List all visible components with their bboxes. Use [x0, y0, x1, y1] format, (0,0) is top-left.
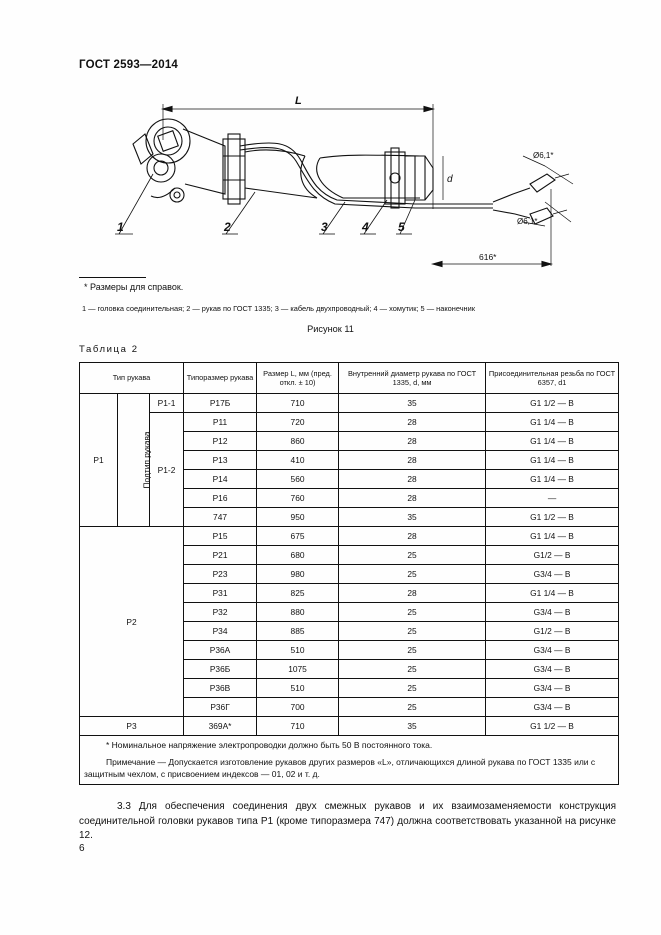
- cell-thread: G1 1/2 — B: [486, 394, 619, 413]
- cell-diam: 28: [339, 584, 486, 603]
- group-p1-2: Р1-2: [150, 413, 184, 527]
- group-p1-1: Р1-1: [150, 394, 184, 413]
- cell-L: 410: [257, 451, 339, 470]
- cell-size: Р21: [184, 546, 257, 565]
- callout-1: 1: [117, 220, 124, 234]
- section-3-3-paragraph: 3.3 Для обеспечения соединения двух смежных рукавов и их взаимозаменяемости конструкция соединительной головки рукавов типа Р1 (кроме типоразмера 747) должна соответствовать указанной на рисунке 12.: [79, 801, 616, 841]
- cell-thread: G3/4 — B: [486, 565, 619, 584]
- callout-3: 3: [321, 220, 328, 234]
- header-L: Размер L, мм (пред. откл. ± 10): [257, 363, 339, 394]
- document-header: ГОСТ 2593—2014: [79, 59, 179, 71]
- cell-L: 950: [257, 508, 339, 527]
- footnote-rule: [79, 277, 146, 278]
- table-notes: [80, 736, 619, 785]
- cell-L: 710: [257, 717, 339, 736]
- dim-phi-label-2: Ø6,1*: [517, 217, 538, 226]
- cell-diam: 28: [339, 413, 486, 432]
- cell-diam: 28: [339, 432, 486, 451]
- header-type: Тип рукава: [80, 363, 184, 394]
- cell-thread: G1 1/2 — B: [486, 508, 619, 527]
- cell-L: 880: [257, 603, 339, 622]
- cell-diam: 28: [339, 489, 486, 508]
- page-number: 6: [79, 843, 85, 854]
- cell-L: 675: [257, 527, 339, 546]
- table-row: [80, 527, 619, 546]
- cell-diam: 28: [339, 451, 486, 470]
- table-row: [80, 717, 619, 736]
- hose-sizes-table: [79, 362, 619, 785]
- dim-d-label: d: [447, 174, 453, 185]
- cell-size: Р36Б: [184, 660, 257, 679]
- cell-thread: G1 1/4 — B: [486, 451, 619, 470]
- header-thread: Присоединительная резьба по ГОСТ 6357, d1: [486, 363, 619, 394]
- cell-diam: 28: [339, 527, 486, 546]
- table-note-remark: Примечание — Допускается изготовление рукавов других размеров «L», отличающихся длиной рукава по ГОСТ 1335 или с защитным чехлом, с присвоением индексов — 01, 02 и т. д.: [84, 757, 596, 779]
- cell-size: Р14: [184, 470, 257, 489]
- cell-thread: G3/4 — B: [486, 660, 619, 679]
- header-diam: Внутренний диаметр рукава по ГОСТ 1335, d, мм: [339, 363, 486, 394]
- cell-size: 747: [184, 508, 257, 527]
- cell-size: Р23: [184, 565, 257, 584]
- figure-footnote: * Размеры для справок.: [84, 282, 184, 292]
- cell-thread: G3/4 — B: [486, 603, 619, 622]
- cell-diam: 28: [339, 470, 486, 489]
- cell-size: Р11: [184, 413, 257, 432]
- dim-phi-label-1: Ø6,1*: [533, 151, 554, 160]
- cell-size: Р32: [184, 603, 257, 622]
- header-size: Типоразмер рукава: [184, 363, 257, 394]
- table-caption: Таблица 2: [79, 344, 139, 355]
- cell-size: Р13: [184, 451, 257, 470]
- cell-thread: G1/2 — B: [486, 546, 619, 565]
- cell-thread: G1/2 — B: [486, 622, 619, 641]
- cell-L: 980: [257, 565, 339, 584]
- cell-diam: 25: [339, 546, 486, 565]
- cell-size: 369А*: [184, 717, 257, 736]
- cell-L: 710: [257, 394, 339, 413]
- cell-diam: 25: [339, 622, 486, 641]
- cell-size: Р36Г: [184, 698, 257, 717]
- cell-diam: 25: [339, 641, 486, 660]
- cell-L: 680: [257, 546, 339, 565]
- cell-diam: 25: [339, 603, 486, 622]
- cell-L: 510: [257, 679, 339, 698]
- table-row: [80, 413, 619, 432]
- cell-diam: 25: [339, 660, 486, 679]
- cell-size: Р16: [184, 489, 257, 508]
- callout-2: 2: [224, 220, 231, 234]
- dim-L-label: L: [295, 95, 302, 107]
- cell-size: Р31: [184, 584, 257, 603]
- cell-thread: G1 1/2 — B: [486, 717, 619, 736]
- hose-assembly-drawing: [75, 84, 595, 274]
- group-p2: Р2: [80, 527, 184, 717]
- cell-L: 720: [257, 413, 339, 432]
- cell-L: 700: [257, 698, 339, 717]
- callout-5: 5: [398, 220, 405, 234]
- cell-thread: G1 1/4 — B: [486, 413, 619, 432]
- cell-L: 860: [257, 432, 339, 451]
- figure-caption: Рисунок 11: [307, 324, 354, 334]
- cell-size: Р36В: [184, 679, 257, 698]
- cell-L: 510: [257, 641, 339, 660]
- table-note-voltage: * Номинальное напряжение электропроводки должно быть 50 В постоянного тока.: [106, 740, 433, 750]
- cell-thread: G3/4 — B: [486, 698, 619, 717]
- callout-4: 4: [362, 220, 369, 234]
- cell-L: 560: [257, 470, 339, 489]
- cell-L: 1075: [257, 660, 339, 679]
- cell-thread: G3/4 — B: [486, 641, 619, 660]
- cell-L: 760: [257, 489, 339, 508]
- cell-L: 825: [257, 584, 339, 603]
- cell-size: Р36А: [184, 641, 257, 660]
- cell-diam: 35: [339, 508, 486, 527]
- cell-thread: G1 1/4 — B: [486, 470, 619, 489]
- table-row: [80, 394, 619, 413]
- cell-size: Р34: [184, 622, 257, 641]
- group-p1: Р1: [80, 394, 118, 527]
- cell-thread: G1 1/4 — B: [486, 527, 619, 546]
- cell-thread: G1 1/4 — B: [486, 584, 619, 603]
- cell-size: Р15: [184, 527, 257, 546]
- cell-thread: —: [486, 489, 619, 508]
- subtype-label: Подтип рукава: [141, 431, 152, 489]
- cell-size: Р12: [184, 432, 257, 451]
- cell-L: 885: [257, 622, 339, 641]
- cell-diam: 25: [339, 698, 486, 717]
- dim-616-label: 616*: [479, 252, 497, 262]
- cell-diam: 25: [339, 679, 486, 698]
- group-p3: Р3: [80, 717, 184, 736]
- cell-size: Р17Б: [184, 394, 257, 413]
- cell-thread: G1 1/4 — B: [486, 432, 619, 451]
- figure-legend: 1 — головка соединительная; 2 — рукав по ГОСТ 1335; 3 — кабель двухпроводный; 4 — хомутик; 5 — наконечник: [82, 304, 475, 313]
- cell-thread: G3/4 — B: [486, 679, 619, 698]
- cell-diam: 35: [339, 717, 486, 736]
- cell-diam: 35: [339, 394, 486, 413]
- group-subtype: [118, 394, 150, 527]
- cell-diam: 25: [339, 565, 486, 584]
